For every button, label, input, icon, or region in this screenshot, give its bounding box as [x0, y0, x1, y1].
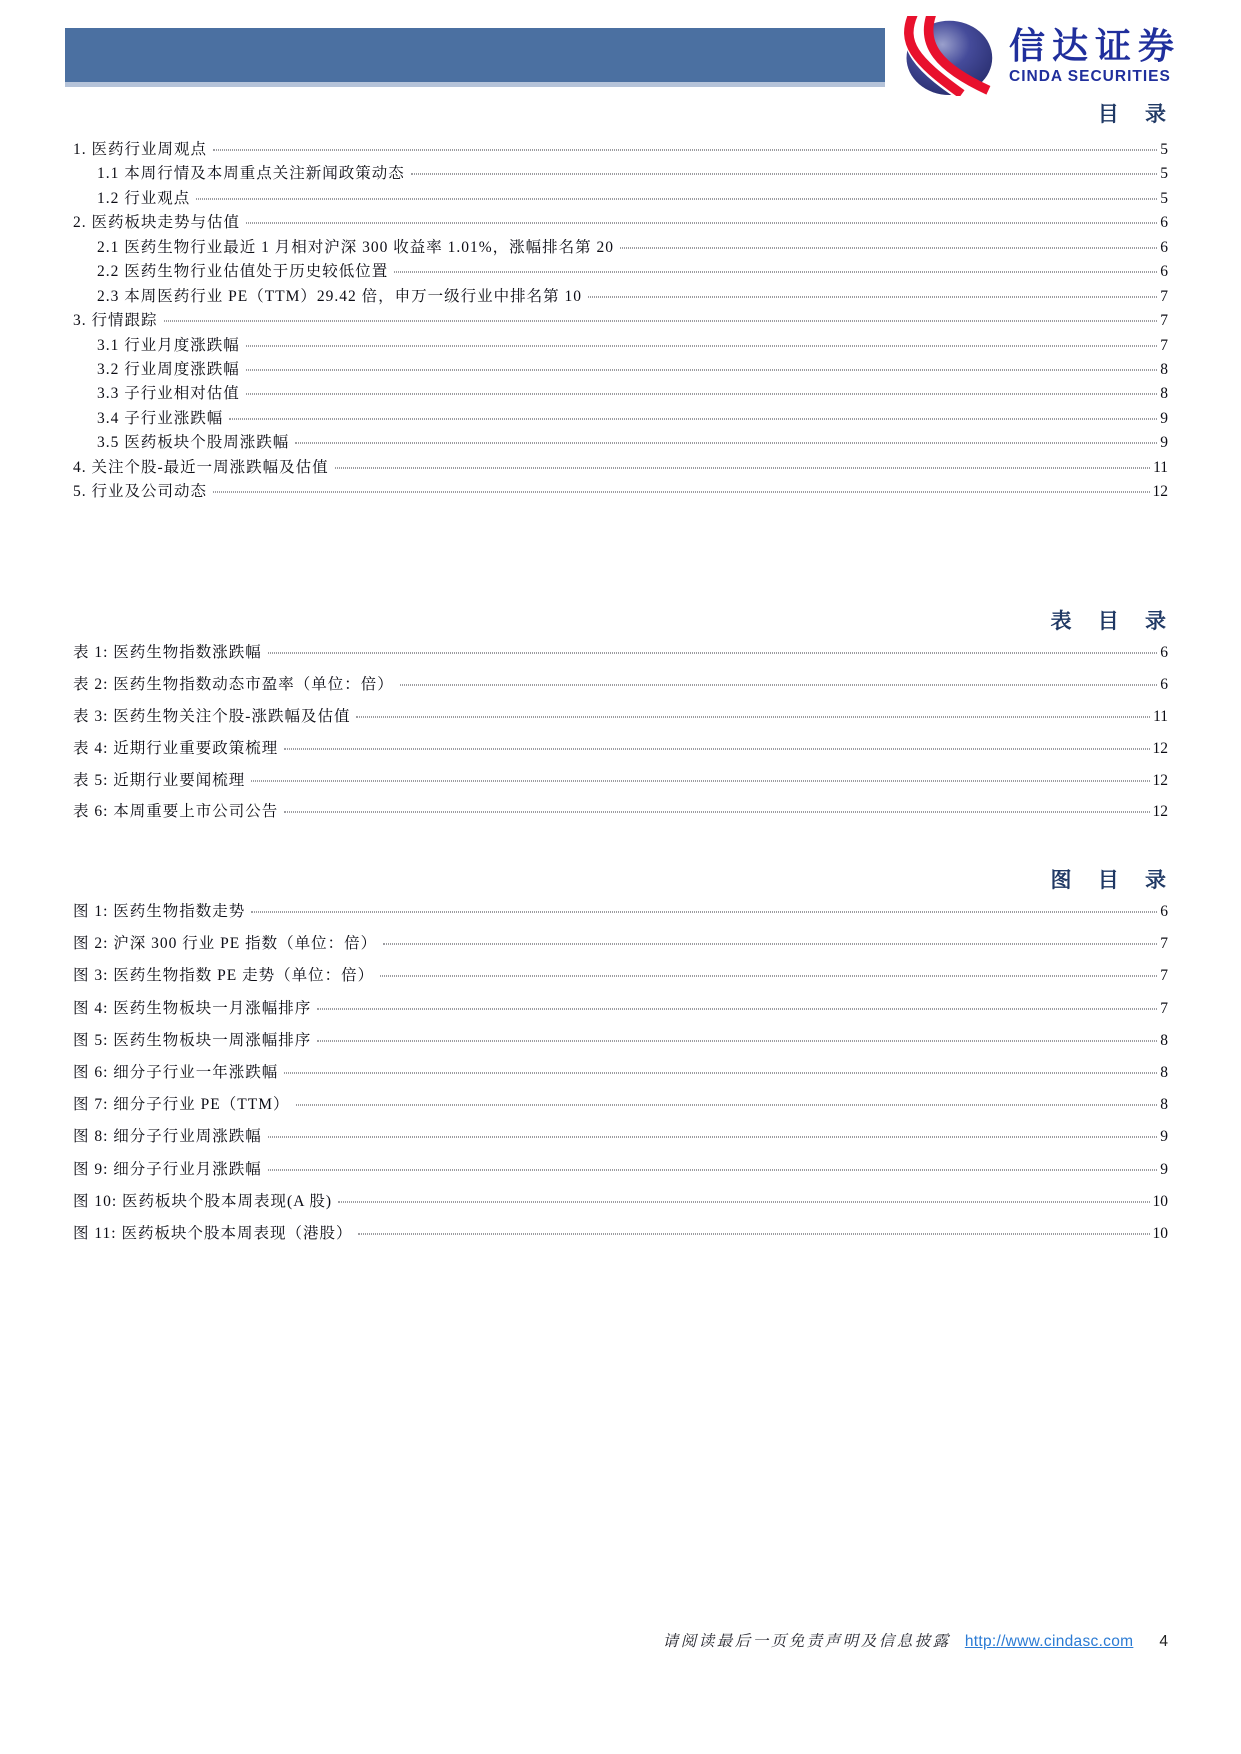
entry-label: 2.2 医药生物行业估值处于历史较低位置 [97, 263, 389, 281]
entry-page-number: 11 [1153, 458, 1168, 476]
entry-label: 图 8: 细分子行业周涨跌幅 [73, 1128, 262, 1146]
figure-list-entry[interactable] [73, 1221, 1168, 1253]
entry-page-number: 7 [1160, 336, 1168, 354]
entry-page-number: 8 [1160, 1063, 1168, 1081]
entry-label: 图 11: 医药板块个股本周表现（港股） [73, 1224, 353, 1242]
entry-label: 2. 医药板块走势与估值 [73, 214, 241, 232]
entry-label: 2.1 医药生物行业最近 1 月相对沪深 300 收益率 1.01%，涨幅排名第 20 [97, 238, 615, 256]
dot-leader [268, 1169, 1157, 1170]
dot-leader [284, 1072, 1157, 1073]
figure-list [73, 899, 1168, 1253]
entry-page-number: 7 [1160, 312, 1168, 330]
entry-page-number: 12 [1152, 803, 1168, 821]
entry-label: 3.3 子行业相对估值 [97, 385, 240, 403]
table-list [73, 640, 1168, 831]
toc-entry[interactable] [73, 235, 1168, 259]
toc-entry[interactable] [73, 308, 1168, 332]
table-list-entry[interactable] [73, 704, 1168, 736]
table-list-entry[interactable] [73, 672, 1168, 704]
footer-page-number: 4 [1159, 1633, 1168, 1650]
header-bar [65, 28, 885, 87]
dot-leader [268, 1137, 1157, 1138]
entry-label: 1. 医药行业周观点 [73, 141, 208, 158]
dot-leader [213, 492, 1149, 493]
entry-label: 图 1: 医药生物指数走势 [73, 903, 246, 920]
figure-list-entry[interactable] [73, 899, 1168, 931]
entry-label: 5. 行业及公司动态 [73, 483, 208, 501]
dot-leader [284, 812, 1149, 813]
entry-page-number: 12 [1152, 739, 1168, 757]
dot-leader [196, 198, 1157, 199]
entry-page-number: 10 [1152, 1192, 1168, 1210]
toc-entry[interactable] [73, 259, 1168, 283]
dot-leader [295, 443, 1157, 444]
entry-label: 表 4: 近期行业重要政策梳理 [73, 739, 279, 757]
entry-label: 表 2: 医药生物指数动态市盈率（单位：倍） [73, 675, 394, 693]
entry-label: 2.3 本周医药行业 PE（TTM）29.42 倍，申万一级行业中排名第 10 [97, 287, 583, 305]
entry-page-number: 8 [1160, 385, 1168, 403]
dot-leader [229, 418, 1157, 419]
table-list-entry[interactable] [73, 640, 1168, 672]
figure-list-entry[interactable] [73, 996, 1168, 1028]
toc-entry[interactable] [73, 357, 1168, 381]
entry-page-number: 11 [1153, 707, 1168, 725]
toc-entry[interactable] [73, 479, 1168, 503]
dot-leader [356, 716, 1150, 717]
dot-leader [284, 748, 1149, 749]
entry-page-number: 9 [1160, 1160, 1168, 1178]
dot-leader [411, 174, 1157, 175]
logo-text [1009, 26, 1181, 86]
toc-entry[interactable] [73, 406, 1168, 430]
entry-page-number: 7 [1160, 967, 1168, 985]
dot-leader [335, 467, 1150, 468]
figure-list-entry[interactable] [73, 1092, 1168, 1124]
entry-page-number: 8 [1160, 1031, 1168, 1049]
footer-disclaimer: 请阅读最后一页免责声明及信息披露 [662, 1633, 951, 1650]
page-footer [73, 1629, 1168, 1651]
dot-leader [317, 1040, 1157, 1041]
entry-label: 4. 关注个股-最近一周涨跌幅及估值 [73, 458, 329, 476]
table-list-entry[interactable] [73, 768, 1168, 800]
toc-heading: 目 录 [1097, 102, 1168, 126]
figure-list-entry[interactable] [73, 963, 1168, 995]
entry-page-number: 12 [1152, 771, 1168, 789]
toc-entry[interactable] [73, 210, 1168, 234]
figure-list-entry[interactable] [73, 1060, 1168, 1092]
dot-leader [246, 223, 1157, 224]
entry-label: 1.2 行业观点 [97, 189, 191, 207]
dot-leader [268, 653, 1157, 654]
figure-list-entry[interactable] [73, 1189, 1168, 1221]
entry-label: 图 5: 医药生物板块一周涨幅排序 [73, 1031, 312, 1049]
figure-list-entry[interactable] [73, 1028, 1168, 1060]
entry-label: 3.1 行业月度涨跌幅 [97, 336, 240, 354]
table-list-entry[interactable] [73, 736, 1168, 768]
dot-leader [317, 1008, 1157, 1009]
entry-label: 3.4 子行业涨跌幅 [97, 409, 224, 427]
entry-page-number: 9 [1160, 434, 1168, 452]
dot-leader [251, 780, 1149, 781]
entry-page-number: 6 [1160, 644, 1168, 661]
figure-list-entry[interactable] [73, 1157, 1168, 1189]
toc-list [73, 137, 1168, 504]
entry-label: 表 3: 医药生物关注个股-涨跌幅及估值 [73, 707, 351, 725]
table-list-heading: 表 目 录 [1050, 609, 1168, 633]
entry-page-number: 6 [1160, 214, 1168, 232]
entry-page-number: 10 [1152, 1224, 1168, 1242]
entry-page-number: 7 [1160, 999, 1168, 1017]
dot-leader [296, 1105, 1158, 1106]
entry-page-number: 6 [1160, 675, 1168, 693]
entry-label: 表 6: 本周重要上市公司公告 [73, 803, 279, 821]
toc-entry[interactable] [73, 137, 1168, 161]
entry-label: 1.1 本周行情及本周重点关注新闻政策动态 [97, 165, 405, 183]
dot-leader [383, 944, 1157, 945]
entry-page-number: 9 [1160, 1128, 1168, 1146]
entry-label: 图 6: 细分子行业一年涨跌幅 [73, 1063, 279, 1081]
entry-page-number: 8 [1160, 360, 1168, 378]
brand-name-cn: 信达证券 [1009, 25, 1182, 66]
toc-entry[interactable] [73, 381, 1168, 405]
brand-name-en: CINDA SECURITIES [1009, 68, 1171, 85]
dot-leader [588, 296, 1157, 297]
entry-page-number: 6 [1160, 903, 1168, 920]
dot-leader [394, 272, 1157, 273]
entry-page-number: 8 [1160, 1096, 1168, 1114]
entry-label: 图 2: 沪深 300 行业 PE 指数（单位：倍） [73, 935, 378, 953]
entry-page-number: 6 [1160, 263, 1168, 281]
toc-entry[interactable] [73, 161, 1168, 185]
toc-entry[interactable] [73, 430, 1168, 454]
figure-list-entry[interactable] [73, 931, 1168, 963]
entry-page-number: 9 [1160, 409, 1168, 427]
entry-label: 3.2 行业周度涨跌幅 [97, 360, 240, 378]
entry-label: 3.5 医药板块个股周涨跌幅 [97, 434, 290, 452]
dot-leader [338, 1201, 1149, 1202]
dot-leader [164, 321, 1158, 322]
toc-entry[interactable] [73, 455, 1168, 479]
toc-entry[interactable] [73, 284, 1168, 308]
entry-label: 图 4: 医药生物板块一月涨幅排序 [73, 999, 312, 1017]
entry-page-number: 6 [1160, 238, 1168, 256]
dot-leader [213, 150, 1157, 151]
dot-leader [246, 394, 1157, 395]
footer-link[interactable]: http://www.cindasc.com [964, 1633, 1134, 1650]
dot-leader [620, 247, 1157, 248]
entry-page-number: 7 [1160, 287, 1168, 305]
entry-label: 表 1: 医药生物指数涨跌幅 [73, 644, 262, 661]
dot-leader [246, 369, 1157, 370]
entry-page-number: 5 [1160, 141, 1168, 158]
dot-leader [358, 1233, 1149, 1234]
figure-list-entry[interactable] [73, 1124, 1168, 1156]
entry-label: 图 7: 细分子行业 PE（TTM） [73, 1096, 290, 1114]
cinda-logo [898, 16, 1181, 96]
dot-leader [251, 912, 1157, 913]
entry-label: 图 3: 医药生物指数 PE 走势（单位：倍） [73, 967, 375, 985]
entry-label: 3. 行情跟踪 [73, 312, 158, 330]
entry-page-number: 5 [1160, 165, 1168, 183]
table-list-entry[interactable] [73, 799, 1168, 831]
entry-page-number: 12 [1152, 483, 1168, 501]
toc-entry[interactable] [73, 333, 1168, 357]
dot-leader [380, 976, 1157, 977]
entry-page-number: 5 [1160, 189, 1168, 207]
entry-label: 表 5: 近期行业要闻梳理 [73, 771, 246, 789]
entry-label: 图 10: 医药板块个股本周表现(A 股) [73, 1192, 333, 1210]
entry-label: 图 9: 细分子行业月涨跌幅 [73, 1160, 262, 1178]
cinda-logo-icon [898, 16, 995, 96]
toc-entry[interactable] [73, 186, 1168, 210]
figure-list-heading: 图 目 录 [1050, 868, 1168, 892]
entry-page-number: 7 [1160, 935, 1168, 953]
dot-leader [400, 684, 1157, 685]
dot-leader [246, 345, 1157, 346]
